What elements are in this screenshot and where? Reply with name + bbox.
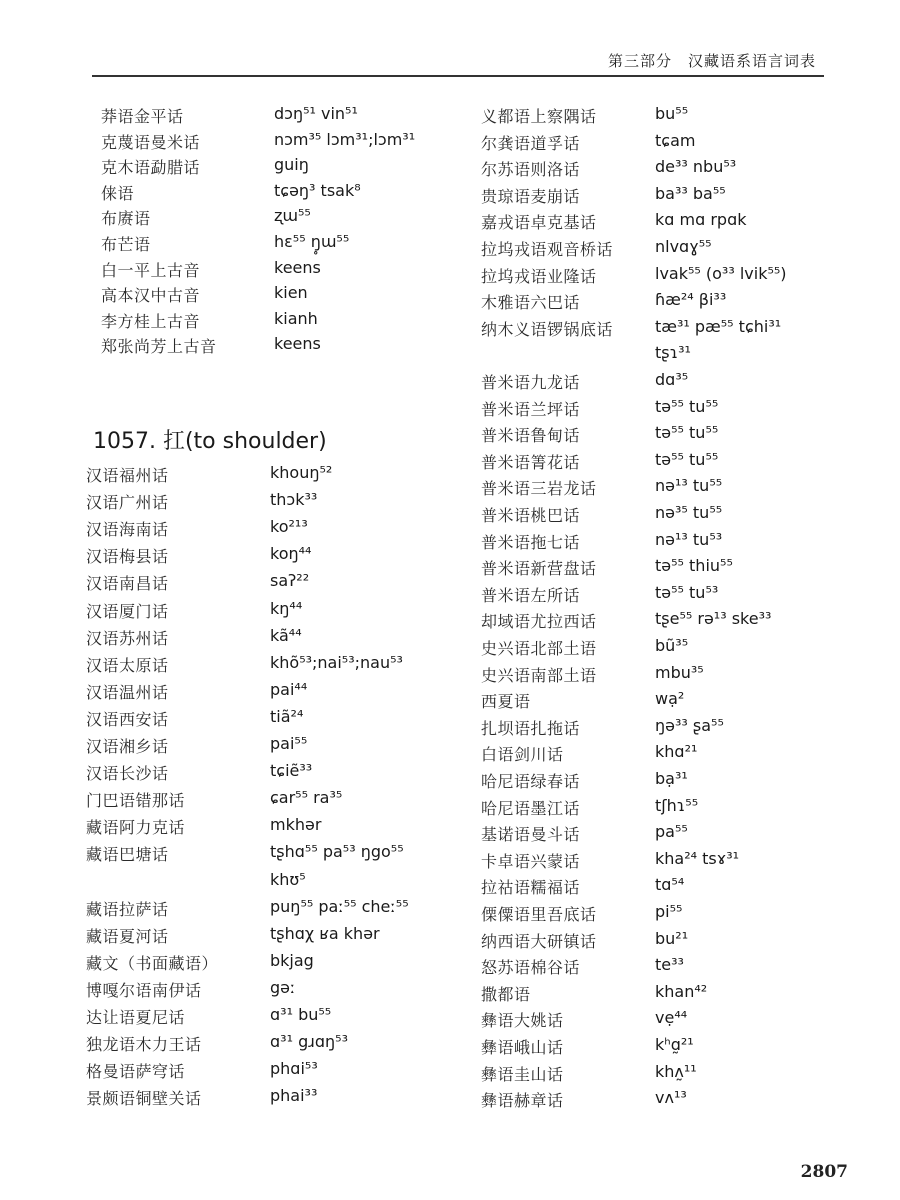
entry-form: pai⁵⁵	[270, 734, 308, 753]
entry-form: tæ³¹ pæ⁵⁵ tɕhi³¹	[655, 316, 782, 336]
entry-language: 嘉戎语卓克基话	[481, 213, 597, 233]
entry-form: saʔ²²	[270, 571, 310, 591]
entry-form: tɕam	[655, 130, 696, 150]
entry-form: ŋə³³ ʂa⁵⁵	[655, 715, 724, 735]
entry-language: 景颇语铜壁关话	[86, 1089, 202, 1109]
entry-form: vẹ⁴⁴	[655, 1008, 688, 1028]
header-rule	[92, 75, 824, 77]
entry-language: 汉语西安话	[86, 709, 169, 729]
entry-language: 克木语勐腊话	[101, 158, 201, 178]
entry-language: 扎坝语扎拖话	[481, 718, 581, 738]
entry-language: 彝语赫章话	[481, 1091, 564, 1111]
entry-language: 汉语温州话	[86, 682, 169, 702]
entry-language: 彝语圭山话	[481, 1064, 564, 1084]
entry-form: nə³⁵ tu⁵⁵	[655, 503, 723, 522]
entry-language: 汉语苏州话	[86, 628, 169, 648]
entry-form: ɦæ²⁴ βi³³	[655, 290, 727, 310]
entry-language: 汉语太原话	[86, 655, 169, 675]
entry-form: tə⁵⁵ tu⁵³	[655, 582, 719, 602]
entry-form: khouŋ⁵²	[270, 463, 333, 482]
entry-form: ɑ³¹ gɹɑŋ⁵³	[270, 1032, 348, 1052]
entry-language: 藏文（书面藏语）	[86, 953, 219, 973]
entry-form: koŋ⁴⁴	[270, 544, 312, 564]
section-heading: 1057. 扛(to shoulder)	[93, 429, 327, 454]
entry-language: 汉语福州话	[86, 466, 169, 485]
entry-language: 拉坞戎语业隆话	[481, 266, 597, 286]
entry-form: nɔm³⁵ lɔm³¹;lɔm³¹	[274, 129, 416, 149]
entry-form: keens	[274, 334, 321, 354]
entry-language: 贵琼语麦崩话	[481, 186, 581, 206]
entry-language: 汉语长沙话	[86, 764, 169, 784]
entry-form: nə¹³ tu⁵⁵	[655, 476, 723, 496]
entry-form: ba³³ ba⁵⁵	[655, 183, 726, 203]
entry-form: keens	[274, 257, 321, 277]
entry-language: 普米语兰坪话	[481, 399, 581, 419]
entry-form: kã⁴⁴	[270, 625, 302, 645]
entry-form: pa⁵⁵	[655, 822, 688, 842]
entry-form: kʰɑ̰²¹	[655, 1035, 694, 1054]
entry-form: tɕiẽ³³	[270, 761, 313, 781]
entry-language: 藏语阿力克话	[86, 818, 186, 838]
entry-language: 卡卓语兴蒙话	[481, 851, 581, 871]
entry-language: 普米语左所话	[481, 585, 581, 605]
entry-form: dɔŋ⁵¹ vin⁵¹	[274, 104, 358, 123]
entry-language: 李方桂上古音	[101, 311, 201, 331]
entry-form: ɕar⁵⁵ ra³⁵	[270, 788, 343, 808]
entry-form: ko²¹³	[270, 517, 308, 537]
entry-form: tiã²⁴	[270, 706, 304, 726]
entry-form: bu²¹	[655, 928, 689, 948]
entry-language: 汉语海南话	[86, 520, 169, 540]
entry-form: bu⁵⁵	[655, 104, 689, 123]
entry-language: 门巴语错那话	[86, 791, 186, 811]
entry-form: pi⁵⁵	[655, 902, 683, 921]
entry-language: 义都语上察隅话	[481, 107, 597, 126]
entry-language: 汉语广州话	[86, 493, 169, 513]
entry-form: tɕəŋ³ tsak⁸	[274, 180, 361, 200]
entry-language: 普米语鲁甸话	[481, 426, 581, 446]
entry-form: mkhər	[270, 815, 322, 835]
entry-form: nlvɑɣ⁵⁵	[655, 237, 712, 256]
entry-language: 却域语尤拉西话	[481, 612, 597, 632]
entry-form: tʂɿ³¹	[655, 343, 691, 363]
entry-form: lvak⁵⁵ (o³³ lvik⁵⁵)	[655, 263, 787, 283]
entry-language: 藏语巴塘话	[86, 845, 169, 865]
entry-language: 藏语夏河话	[86, 926, 169, 946]
entry-language: 藏语拉萨话	[86, 899, 169, 919]
entry-language: 纳木义语锣锅底话	[481, 319, 614, 339]
entry-language: 拉坞戎语观音桥话	[481, 240, 614, 259]
entry-form: pai⁴⁴	[270, 679, 308, 699]
entry-form: de³³ nbu⁵³	[655, 157, 737, 177]
entry-form: guiŋ	[274, 155, 309, 175]
entry-form: phɑi⁵³	[270, 1059, 318, 1079]
entry-language: 布赓语	[101, 209, 151, 229]
entry-language: 达让语夏尼话	[86, 1008, 186, 1027]
entry-form: kŋ⁴⁴	[270, 598, 303, 618]
entry-language: 尔苏语则洛话	[481, 160, 581, 180]
entry-language: 汉语湘乡话	[86, 737, 169, 756]
entry-form: hɛ⁵⁵ ŋ̥ɯ⁵⁵	[274, 232, 350, 251]
entry-language: 高本汉中古音	[101, 286, 201, 306]
entry-language: 白语剑川话	[481, 745, 564, 765]
entry-form: tɑ⁵⁴	[655, 875, 685, 895]
entry-form: tə⁵⁵ thiu⁵⁵	[655, 556, 733, 576]
entry-language: 格曼语萨穹话	[86, 1062, 186, 1082]
entry-form: tʃhɿ⁵⁵	[655, 795, 699, 815]
entry-language: 普米语箐花话	[481, 452, 581, 472]
entry-form: nə¹³ tu⁵³	[655, 529, 723, 549]
entry-form: khõ⁵³;nai⁵³;nau⁵³	[270, 652, 403, 672]
entry-language: 普米语新营盘话	[481, 559, 597, 579]
entry-form: ʐɯ⁵⁵	[274, 206, 311, 226]
entry-form: tʂhɑ⁵⁵ pa⁵³ ŋgo⁵⁵	[270, 842, 404, 862]
entry-language: 普米语桃巴话	[481, 506, 581, 525]
entry-language: 哈尼语墨江话	[481, 798, 581, 818]
entry-form: khan⁴²	[655, 981, 708, 1001]
entry-form: kien	[274, 283, 308, 303]
entry-language: 博嘎尔语南伊话	[86, 980, 202, 1000]
entry-form: kianh	[274, 308, 318, 328]
entry-form: thɔk³³	[270, 490, 318, 510]
entry-form: khɑ²¹	[655, 742, 698, 762]
entry-language: 俫语	[101, 183, 135, 203]
entry-form: wạ²	[655, 689, 685, 709]
entry-form: bũ³⁵	[655, 636, 689, 655]
entry-form: khʌ̰¹¹	[655, 1061, 697, 1081]
page-number: 2807	[800, 1162, 848, 1182]
entry-language: 汉语厦门话	[86, 601, 169, 621]
entry-language: 彝语大姚话	[481, 1011, 564, 1031]
entry-form: tə⁵⁵ tu⁵⁵	[655, 449, 719, 469]
entry-language: 普米语三岩龙话	[481, 479, 597, 499]
entry-form: mbu³⁵	[655, 662, 704, 682]
entry-language: 木雅语六巴话	[481, 293, 581, 313]
entry-form: kha²⁴ tsɤ³¹	[655, 848, 740, 868]
entry-language: 史兴语南部土语	[481, 665, 597, 685]
entry-form: tə⁵⁵ tu⁵⁵	[655, 396, 719, 416]
header-title: 第三部分 汉藏语系语言词表	[607, 52, 816, 70]
entry-language: 普米语拖七话	[481, 532, 581, 552]
entry-form: ɑ³¹ bu⁵⁵	[270, 1005, 332, 1024]
entry-form: puŋ⁵⁵ paː⁵⁵ cheː⁵⁵	[270, 896, 409, 916]
entry-language: 彝语峨山话	[481, 1038, 564, 1057]
entry-language: 西夏语	[481, 692, 531, 712]
entry-form: bkjag	[270, 950, 314, 970]
entry-language: 纳西语大研镇话	[481, 931, 597, 951]
entry-language: 撒都语	[481, 984, 531, 1004]
entry-form: tʂe⁵⁵ rə¹³ ske³³	[655, 609, 772, 629]
entry-language: 普米语九龙话	[481, 373, 581, 392]
entry-language: 基诺语曼斗话	[481, 825, 581, 845]
entry-language: 汉语梅县话	[86, 547, 169, 567]
page-header	[0, 0, 900, 80]
entry-language: 莽语金平话	[101, 107, 184, 126]
entry-language: 郑张尚芳上古音	[101, 337, 217, 357]
entry-language: 汉语南昌话	[86, 574, 169, 594]
entry-form: bạ³¹	[655, 769, 688, 788]
entry-language: 史兴语北部土语	[481, 639, 597, 658]
entry-language: 布芒语	[101, 235, 151, 254]
entry-form: phai³³	[270, 1086, 318, 1106]
entry-form: tʂhɑχ ʁa khər	[270, 923, 380, 943]
entry-form: khʊ⁵	[270, 869, 306, 889]
entry-language: 独龙语木力王话	[86, 1035, 202, 1055]
entry-form: gəː	[270, 977, 296, 997]
entry-form: kɑ mɑ rpɑk	[655, 210, 747, 230]
entry-language: 白一平上古音	[101, 260, 201, 280]
entry-language: 哈尼语绿春话	[481, 772, 581, 791]
entry-language: 拉祜语糯福话	[481, 878, 581, 898]
entry-language: 尔龚语道孚话	[481, 133, 581, 153]
entry-form: vʌ¹³	[655, 1088, 687, 1108]
entry-form: dɑ³⁵	[655, 370, 689, 389]
entry-language: 傈僳语里吾底话	[481, 905, 597, 924]
entry-form: tə⁵⁵ tu⁵⁵	[655, 423, 719, 443]
entry-language: 怒苏语棉谷话	[481, 958, 581, 978]
entry-language: 克蔑语曼米话	[101, 132, 201, 152]
entry-form: te³³	[655, 955, 684, 975]
